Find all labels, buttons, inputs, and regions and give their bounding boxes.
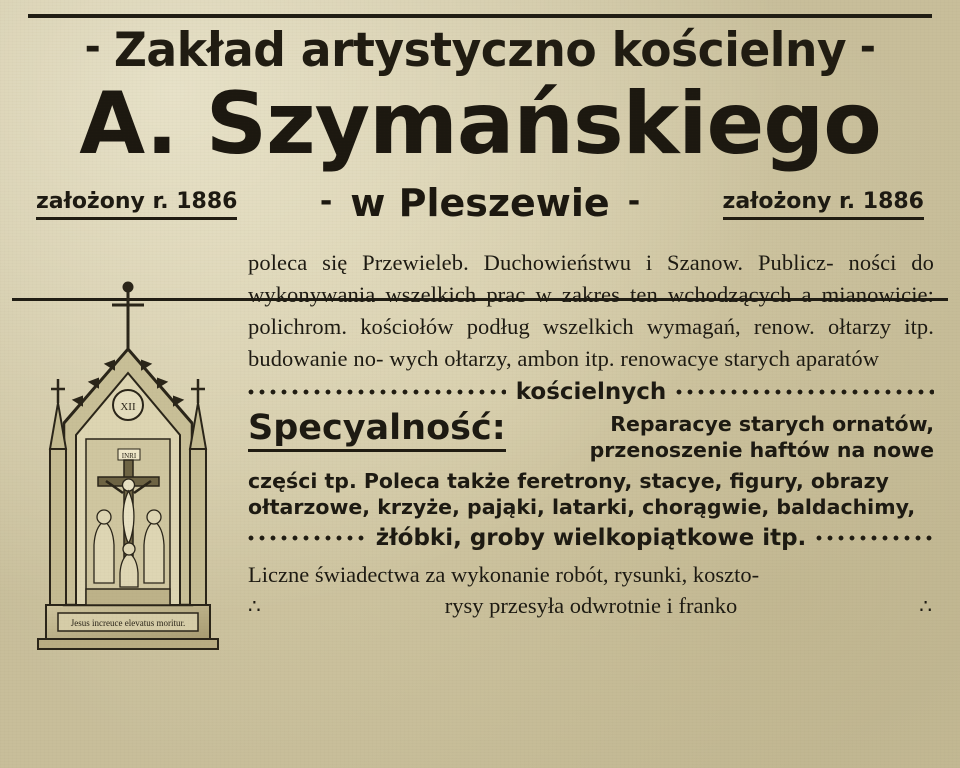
specialty-label: Specyalność: xyxy=(248,411,506,452)
finial-cross-icon xyxy=(112,283,144,349)
dot-divider-1 xyxy=(248,379,934,405)
clock-numerals: XII xyxy=(120,401,136,414)
dot-leader-left xyxy=(248,385,506,399)
intro-paragraph xyxy=(248,247,934,375)
specialty-line-1: Reparacye starych ornatów, xyxy=(610,412,934,437)
headline-dash-right: - xyxy=(859,24,876,70)
closing-line-2: rysy przesyła odwrotnie i franko xyxy=(444,593,738,619)
headline-line-1 xyxy=(28,23,932,78)
header-subline xyxy=(14,181,946,227)
headline-title: Zakład artystyczno kościelny xyxy=(113,23,847,78)
illustration-caption: Jesus increuce elevatus moritur. xyxy=(70,618,186,629)
intro-line-2: ności do wykonywania wszelkich prac w zakres ten xyxy=(248,250,934,308)
divider-word-2: żłóbki, groby wielkopiątkowe itp. xyxy=(375,524,807,551)
body-area xyxy=(14,247,946,663)
divider-word: kościelnych xyxy=(515,379,667,406)
founded-left: założony r. 1886 xyxy=(36,189,237,220)
intro-line-3: wchodzących a mianowicie: polichrom. kościołów podług xyxy=(248,282,934,340)
dot-leader-left-2 xyxy=(248,531,366,545)
founded-right: założony r. 1886 xyxy=(723,189,924,220)
specialty-line-2: przenoszenie haftów na nowe xyxy=(589,438,934,463)
closing-line-2-row xyxy=(248,590,934,622)
continuation-text xyxy=(248,468,934,521)
specialty-block xyxy=(248,408,934,463)
copy-column xyxy=(234,247,938,663)
continuation-line-1: części tp. Poleca także feretrony, stacye, figury, obrazy xyxy=(248,468,889,493)
dot-divider-2 xyxy=(248,525,934,551)
company-name: A. Szymańskiego xyxy=(79,74,881,175)
closing-line-1: Liczne świadectwa za wykonanie robót, rysunki, koszto- xyxy=(248,561,760,587)
mark-right: ∴ xyxy=(919,596,934,619)
intro-line-5: wych ołtarzy, ambon itp. renowacye starych aparatów xyxy=(389,346,880,372)
intro-line-4: wszelkich wymagań, renow. ołtarzy itp. budowanie no- xyxy=(248,314,934,372)
closing-block xyxy=(248,559,934,622)
specialty-text xyxy=(506,411,934,463)
headline-dash-left: - xyxy=(84,24,101,70)
illustration-block xyxy=(22,247,234,663)
mark-left: ∴ xyxy=(248,596,263,619)
header xyxy=(14,0,946,227)
dot-leader-right xyxy=(676,385,934,399)
continuation-line-2: ołtarzowe, krzyże, pająki, latarki, chorągwie, baldachimy, xyxy=(248,495,916,520)
intro-line-1: poleca się Przewieleb. Duchowieństwu i Szanow. Publicz- xyxy=(248,250,834,276)
place-dash-left: - xyxy=(319,184,333,220)
place-name: w Pleszewie xyxy=(350,181,610,226)
inri-inscription: INRI xyxy=(121,452,137,461)
place-dash-right: - xyxy=(627,184,641,220)
gothic-altar-crucifixion-icon xyxy=(28,253,228,663)
dot-leader-right-2 xyxy=(816,531,934,545)
